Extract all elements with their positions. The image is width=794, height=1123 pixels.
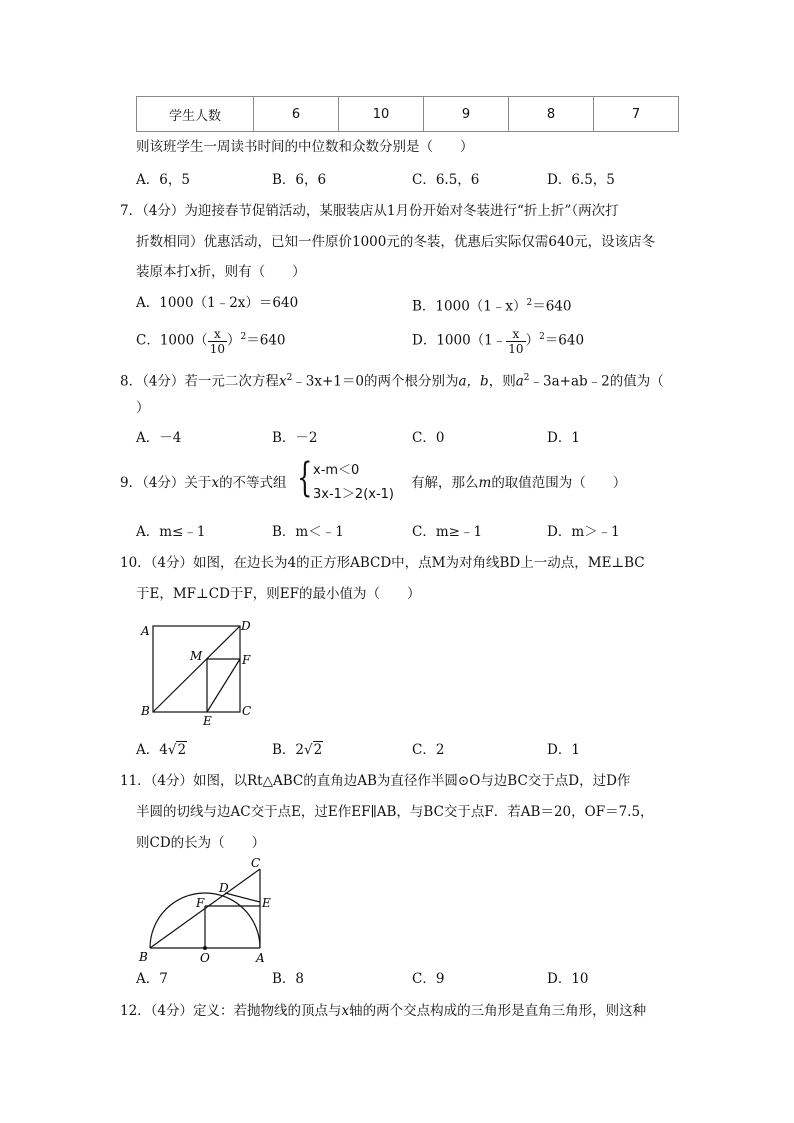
q6-option-c: C．6.5，6 xyxy=(412,172,480,188)
table-cell: 7 xyxy=(594,97,679,132)
q8-option-a: A．－4 xyxy=(136,430,182,446)
q12-line-1: 12．（4分）定义：若抛物线的顶点与x轴的两个交点构成的三角形是直角三角形，则这种 xyxy=(120,1003,647,1019)
q9-stem-post: 有解，那么m的取值范围为（ ） xyxy=(411,475,627,491)
label-a: A xyxy=(256,951,265,965)
label-b: B xyxy=(141,704,150,718)
label-e: E xyxy=(203,714,212,728)
label-c: C xyxy=(251,856,261,870)
q9-option-d: D．m＞﹣1 xyxy=(547,524,620,540)
center-o-dot xyxy=(203,946,207,950)
inequality-1: x-m＜0 xyxy=(313,463,360,478)
q7-line-3: 装原本打x折，则有（ ） xyxy=(136,264,306,280)
q6-question-tail: 则该班学生一周读书时间的中位数和众数分别是（ ） xyxy=(136,139,474,155)
q7-line-2: 折数相同）优惠活动，已知一件原价1000元的冬装，优惠后实际仅需640元，设该店冬 xyxy=(136,234,656,250)
q8-option-c: C．0 xyxy=(412,430,445,446)
table-cell: 9 xyxy=(424,97,509,132)
fraction: $\frac{x}{10}$ xyxy=(209,326,225,356)
q10-option-c: C．2 xyxy=(412,742,445,758)
table-cell: 6 xyxy=(254,97,339,132)
q6-option-d: D．6.5，5 xyxy=(547,172,615,188)
label-m: M xyxy=(190,649,203,663)
q9-option-a: A．m≤﹣1 xyxy=(136,524,206,540)
q8-option-d: D．1 xyxy=(547,430,580,446)
q10-line-1: 10．（4分）如图，在边长为4的正方形ABCD中，点M为对角线BD上一动点，ME⊥BC xyxy=(120,555,645,571)
label-d: D xyxy=(219,881,229,895)
label-o: O xyxy=(200,951,210,965)
q7-option-b: B．1000（1﹣x）$^2$＝640 xyxy=(412,298,572,315)
q10-option-d: D．1 xyxy=(547,742,580,758)
label-f: F xyxy=(196,896,205,910)
q6-option-b: B．6，6 xyxy=(272,172,327,188)
label-d: D xyxy=(241,619,251,633)
q7-line-1: 7．（4分）为迎接春节促销活动，某服装店从1月份开始对冬装进行“折上折”（两次打 xyxy=(120,203,619,219)
q10-square-diagram xyxy=(136,618,266,728)
q11-line-1: 11．（4分）如图，以Rt△ABC的直角边AB为直径作半圆⊙O与边BC交于点D，过D作 xyxy=(120,773,631,789)
table-header-cell: 学生人数 xyxy=(137,97,254,132)
q7-option-a: A．1000（1﹣2x）＝640 xyxy=(136,295,299,311)
q9-stem-pre: 9．（4分）关于x的不等式组 xyxy=(120,475,287,491)
q11-option-b: B．8 xyxy=(272,971,305,987)
label-b: B xyxy=(139,950,148,964)
segment-ef xyxy=(207,659,240,712)
table-cell: 10 xyxy=(339,97,424,132)
q10-line-2: 于E，MF⊥CD于F，则EF的最小值为（ ） xyxy=(136,586,421,602)
inequality-2: 3x-1＞2(x-1) xyxy=(313,487,394,502)
label-c: C xyxy=(242,704,252,718)
q10-option-a: A．4√2 xyxy=(136,742,187,758)
q11-line-3: 则CD的长为（ ） xyxy=(136,835,266,851)
inequality-brace: { xyxy=(297,455,313,501)
fraction: $\frac{x}{10}$ xyxy=(508,326,524,356)
q7-option-d: D．1000（1﹣ $\frac{x}{10}$ ）$^2$＝640 xyxy=(412,326,585,356)
label-e: E xyxy=(262,896,271,910)
label-a: A xyxy=(141,624,150,638)
label-f: F xyxy=(242,653,251,667)
q11-option-c: C．9 xyxy=(412,971,445,987)
diagonal-bd xyxy=(153,626,240,712)
tangent-de xyxy=(225,893,260,902)
table-cell: 8 xyxy=(509,97,594,132)
q11-option-a: A．7 xyxy=(136,971,168,987)
q10-option-b: B．2√2 xyxy=(272,742,323,758)
q7-option-c: C．1000（ $\frac{x}{10}$ ）$^2$＝640 xyxy=(136,326,286,356)
q8-option-b: B．－2 xyxy=(272,430,318,446)
q8-line-2: ） xyxy=(136,400,150,416)
student-count-table xyxy=(136,96,679,132)
table-row xyxy=(137,97,679,132)
q6-option-a: A．6，5 xyxy=(136,172,190,188)
q9-option-c: C．m≥﹣1 xyxy=(412,524,483,540)
q11-option-d: D．10 xyxy=(547,971,589,987)
q9-option-b: B．m＜﹣1 xyxy=(272,524,344,540)
q8-line-1: 8．（4分）若一元二次方程$x^2﹣3x+1=0$的两个根分别为a，b，则$a^2﹣3a+ab﹣2$的值为（ xyxy=(120,373,664,390)
q11-line-2: 半圆的切线与边AC交于点E，过E作EF∥AB，与BC交于点F．若AB＝20，OF＝7.5， xyxy=(136,804,654,820)
q11-semicircle-diagram xyxy=(134,855,284,965)
